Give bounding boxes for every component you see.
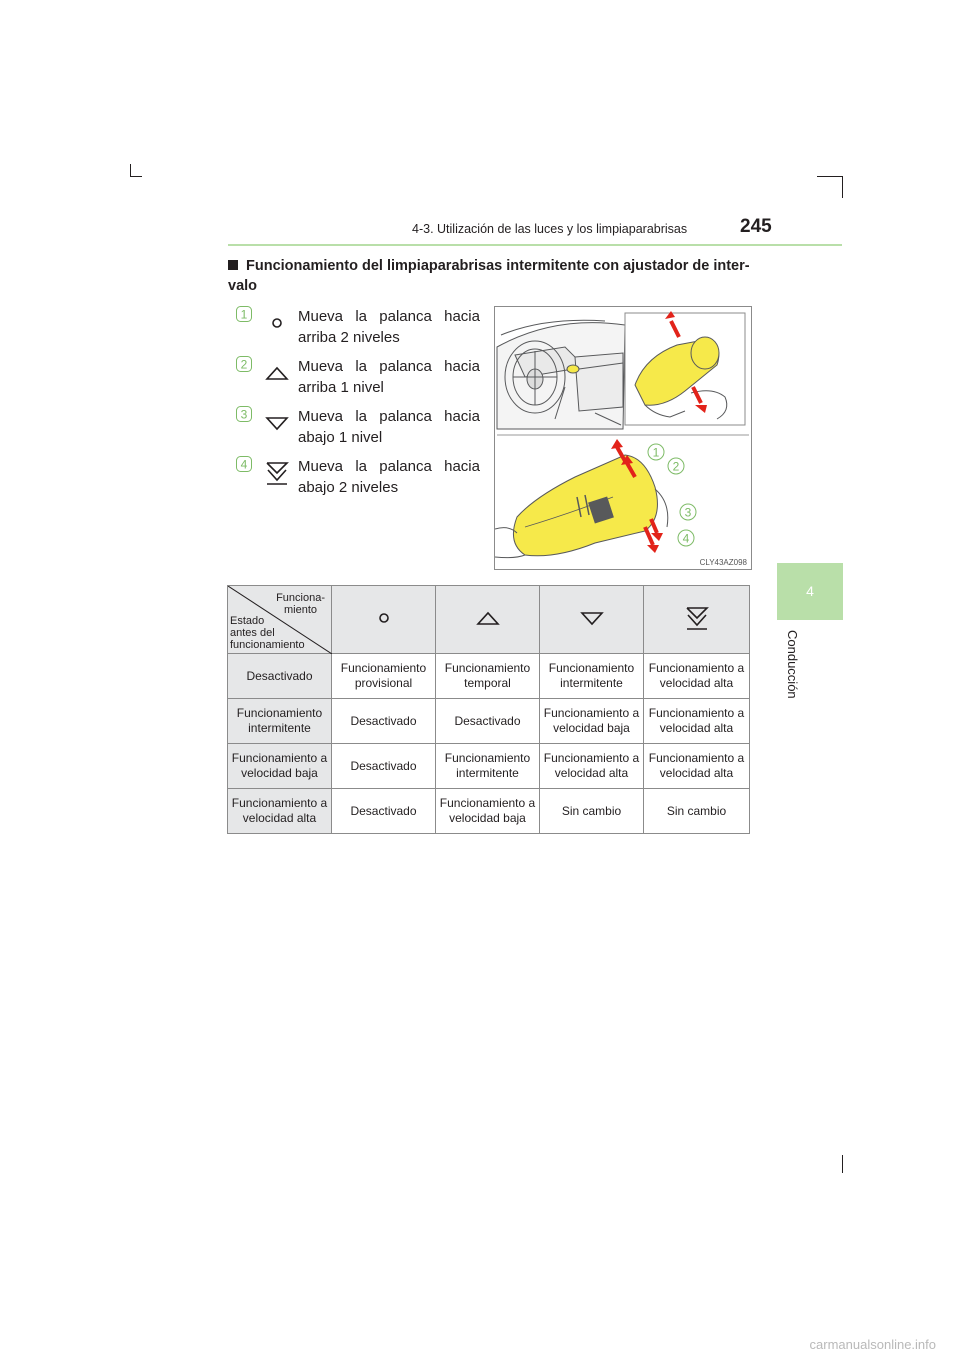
section-title: Funcionamiento del limpiaparabrisas intermitente con ajustador de inter-valo <box>228 258 750 294</box>
triangle-down-icon <box>579 620 605 634</box>
operations-table <box>227 585 750 834</box>
header-icon-cell <box>644 586 750 654</box>
step-word: Mueva <box>298 408 344 425</box>
illustration-callout <box>679 503 697 526</box>
step-word: palanca <box>379 308 432 325</box>
step-text-line1 <box>298 406 480 427</box>
table-cell: Funcionamiento a velocidad alta <box>644 744 750 789</box>
step-text-line2: arriba 2 niveles <box>298 329 400 346</box>
step-word: la <box>355 458 367 475</box>
step-text <box>298 306 480 348</box>
table-cell: Desactivado <box>436 699 540 744</box>
table-cell: Funcionamiento a velocidad alta <box>644 699 750 744</box>
step-number-badge <box>236 356 252 372</box>
main-stalk <box>495 439 668 558</box>
illustration-callout <box>647 443 665 466</box>
step-text <box>298 456 480 498</box>
step-word: Mueva <box>298 458 344 475</box>
step-word: hacia <box>444 458 480 475</box>
wiper-lever-illustration <box>494 306 752 570</box>
step-word: la <box>355 308 367 325</box>
step-word: Mueva <box>298 308 344 325</box>
step-number-badge <box>236 406 252 422</box>
crop-mark <box>842 176 843 198</box>
table-cell: Desactivado <box>332 699 436 744</box>
row-state-cell: Funcionamiento a velocidad baja <box>228 744 332 789</box>
step-number-badge <box>236 306 252 322</box>
svg-text:3: 3 <box>240 407 248 422</box>
table-corner-cell <box>228 586 332 654</box>
crop-mark <box>130 164 131 176</box>
illustration-callout <box>677 529 695 552</box>
illustration-code: CLY43AZ098 <box>699 558 747 567</box>
row-state-cell: Funcionamiento a velocidad alta <box>228 789 332 834</box>
row-state-cell: Funcionamiento intermitente <box>228 699 332 744</box>
dashboard-drawing <box>497 320 625 429</box>
table-header-row <box>228 586 750 654</box>
double-triangle-down-icon <box>264 460 290 486</box>
header-icon-cell <box>540 586 644 654</box>
step-word: hacia <box>444 308 480 325</box>
step-word: palanca <box>379 458 432 475</box>
step-text-line2: abajo 1 nivel <box>298 429 383 446</box>
svg-text:2: 2 <box>240 357 248 372</box>
bullet-square-icon <box>228 260 238 270</box>
table-cell: Desactivado <box>332 789 436 834</box>
step-text <box>298 356 480 398</box>
svg-text:2: 2 <box>672 459 680 474</box>
svg-text:1: 1 <box>240 307 248 322</box>
corner-label-operation: Funciona- miento <box>276 592 325 616</box>
step-text-line2: arriba 1 nivel <box>298 379 384 396</box>
table-cell: Desactivado <box>332 744 436 789</box>
triangle-up-icon <box>475 620 501 634</box>
step-text-line1 <box>298 356 480 377</box>
table-cell: Funcionamiento a velocidad alta <box>644 654 750 699</box>
header-icon-cell <box>332 586 436 654</box>
step-word: Mueva <box>298 358 344 375</box>
section-heading <box>228 256 758 296</box>
table-cell: Sin cambio <box>540 789 644 834</box>
step-text <box>298 406 480 448</box>
chapter-number: 4 <box>806 583 814 599</box>
table-cell: Funcionamiento a velocidad baja <box>540 699 644 744</box>
table-row <box>228 699 750 744</box>
step-word: la <box>355 358 367 375</box>
step-text-line1 <box>298 306 480 327</box>
page-number: 245 <box>740 216 772 237</box>
header-rule <box>228 244 842 246</box>
step-word: palanca <box>379 358 432 375</box>
corner-label-state: Estado antes del funcionamiento <box>230 615 305 651</box>
step-word: la <box>355 408 367 425</box>
step-number-badge <box>236 456 252 472</box>
header-title: 4-3. Utilización de las luces y los limpiaparabrisas <box>412 222 688 236</box>
step-word: hacia <box>444 358 480 375</box>
step-text-line1 <box>298 456 480 477</box>
crop-mark <box>842 1155 843 1173</box>
svg-text:4: 4 <box>682 531 690 546</box>
triangle-down-icon <box>264 410 290 436</box>
svg-text:1: 1 <box>652 445 660 460</box>
row-state-cell: Desactivado <box>228 654 332 699</box>
table-cell: Funcionamiento temporal <box>436 654 540 699</box>
step-word: palanca <box>379 408 432 425</box>
table-cell: Funcionamiento provisional <box>332 654 436 699</box>
illustration-callout <box>667 457 685 480</box>
header-icon-cell <box>436 586 540 654</box>
step-text-line2: abajo 2 niveles <box>298 479 399 496</box>
triangle-up-icon <box>264 360 290 386</box>
table-row <box>228 654 750 699</box>
chapter-tab <box>777 563 843 620</box>
table-cell: Funcionamiento a velocidad baja <box>436 789 540 834</box>
table-cell: Sin cambio <box>644 789 750 834</box>
step-word: hacia <box>444 408 480 425</box>
crop-mark <box>817 176 842 177</box>
table-row <box>228 744 750 789</box>
table-cell: Funcionamiento intermitente <box>436 744 540 789</box>
table-row <box>228 789 750 834</box>
svg-text:4: 4 <box>240 457 248 472</box>
table-cell: Funcionamiento a velocidad alta <box>540 744 644 789</box>
crop-mark <box>130 176 142 177</box>
circle-icon <box>264 310 290 336</box>
watermark: carmanualsonline.info <box>809 1337 936 1352</box>
chapter-label: Conducción <box>785 630 800 699</box>
circle-icon <box>371 620 397 634</box>
double-triangle-down-icon <box>684 620 710 634</box>
table-cell: Funcionamiento intermitente <box>540 654 644 699</box>
svg-text:3: 3 <box>684 505 692 520</box>
illustration-svg <box>495 307 751 569</box>
